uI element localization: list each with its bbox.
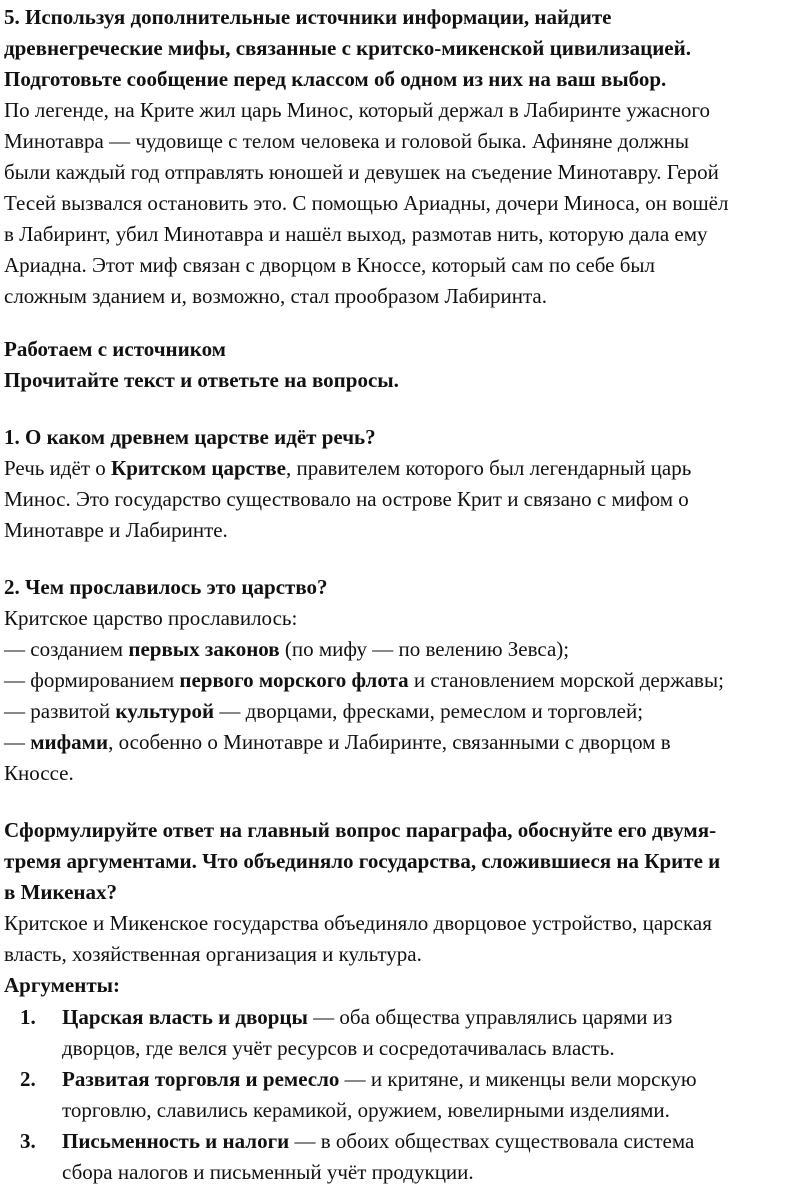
text-line (4, 877, 800, 908)
text: , особенно о Минотавре и Лабиринте, связанными с дворцом в (108, 730, 671, 754)
text: — и критяне, и микенцы вели морскую (339, 1067, 697, 1091)
text-line (4, 219, 800, 250)
bold-text: первого морского флота (179, 668, 409, 692)
argument-item (4, 1126, 800, 1188)
argument-number: 3. (20, 1129, 36, 1153)
text-line (4, 33, 800, 64)
text: сложным зданием и, возможно, стал прообразом Лабиринта. (4, 284, 547, 308)
text-line (4, 95, 800, 126)
text: Критское царство прославилось: (4, 606, 298, 630)
text-line (62, 1095, 800, 1126)
text-line (62, 1002, 800, 1033)
text-line (4, 126, 800, 157)
text-line (4, 422, 800, 453)
text: дворцов, где велся учёт ресурсов и сосредотачивалась власть. (62, 1036, 615, 1060)
bold-text: 5. Используя дополнительные источники информации, найдите (4, 5, 612, 29)
bold-text: Аргументы: (4, 973, 121, 997)
question-2 (4, 572, 800, 789)
text-line (62, 1126, 800, 1157)
bold-text: Царская власть и дворцы (62, 1005, 308, 1029)
bold-text: культурой (115, 699, 215, 723)
main-question (4, 815, 800, 1001)
bold-text: Развитая торговля и ремесло (62, 1067, 340, 1091)
text-line (4, 365, 800, 396)
bold-text: Подготовьте сообщение перед классом об одном из них на ваш выбор. (4, 67, 667, 91)
text: — (4, 730, 31, 754)
bold-text: 2. Чем прославилось это царство? (4, 575, 328, 599)
text: — дворцами, фресками, ремеслом и торговлей; (214, 699, 644, 723)
bold-text: Прочитайте текст и ответьте на вопросы. (4, 368, 399, 392)
argument-item (4, 1064, 800, 1126)
text: , правителем которого был легендарный царь (285, 456, 692, 480)
text: Ариадна. Этот миф связан с дворцом в Кноссе, который сам по себе был (4, 253, 655, 277)
question-1 (4, 422, 800, 546)
text: Минотавра — чудовище с телом человека и головой быка. Афиняне должны (4, 129, 690, 153)
argument-item (4, 1002, 800, 1064)
text: — оба общества управлялись царями из (307, 1005, 673, 1029)
text-line (62, 1064, 800, 1095)
text: — формированием (4, 668, 180, 692)
text: сбора налогов и письменный учёт продукции. (62, 1160, 474, 1184)
text-line (4, 572, 800, 603)
text: торговлю, славились керамикой, оружием, ювелирными изделиями. (62, 1098, 670, 1122)
text-line (4, 250, 800, 281)
bold-text: Письменность и налоги (62, 1129, 290, 1153)
text: Критское и Микенское государства объединяло дворцовое устройство, царская (4, 911, 712, 935)
bold-text: Сформулируйте ответ на главный вопрос параграфа, обоснуйте его двумя- (4, 818, 717, 842)
bold-text: мифами (30, 730, 109, 754)
text-line (4, 758, 800, 789)
text: Кноссе. (4, 761, 74, 785)
text-line (4, 939, 800, 970)
text: в Лабиринт, убил Минотавра и нашёл выход, размотав нить, которую дала ему (4, 222, 708, 246)
text-line (4, 515, 800, 546)
text-line (4, 281, 800, 312)
task-5 (4, 2, 800, 312)
text-line (4, 908, 800, 939)
text-line (4, 815, 800, 846)
text-line (4, 334, 800, 365)
text: были каждый год отправлять юношей и девушек на съедение Минотавру. Герой (4, 160, 719, 184)
text: Минотавре и Лабиринте. (4, 518, 228, 542)
bold-text: древнегреческие мифы, связанные с критско-микенской цивилизацией. (4, 36, 691, 60)
text: — развитой (4, 699, 116, 723)
text-line (4, 188, 800, 219)
text: власть, хозяйственная организация и культура. (4, 942, 422, 966)
text-line (4, 64, 800, 95)
text: и становлением морской державы; (408, 668, 724, 692)
text: Речь идёт о (4, 456, 112, 480)
text-line (4, 453, 800, 484)
bold-text: 1. О каком древнем царстве идёт речь? (4, 425, 376, 449)
argument-number: 2. (20, 1067, 36, 1091)
text-line (4, 846, 800, 877)
text: (по мифу — по велению Зевса); (279, 637, 570, 661)
bold-text: Критском царстве (111, 456, 286, 480)
text: Минос. Это государство существовало на острове Крит и связано с мифом о (4, 487, 689, 511)
arguments-list (4, 1002, 800, 1188)
text-line (4, 696, 800, 727)
text-line (4, 634, 800, 665)
text-line (4, 157, 800, 188)
text-line (4, 603, 800, 634)
text-line (4, 484, 800, 515)
bold-text: тремя аргументами. Что объединяло государства, сложившиеся на Крите и (4, 849, 721, 873)
text-line (62, 1033, 800, 1064)
text: Тесей вызвался остановить это. С помощью Ариадны, дочери Миноса, он вошёл (4, 191, 729, 215)
text-line (4, 970, 800, 1001)
bold-text: в Микенах? (4, 880, 118, 904)
argument-number: 1. (20, 1005, 36, 1029)
text: — созданием (4, 637, 129, 661)
text: По легенде, на Крите жил царь Минос, который держал в Лабиринте ужасного (4, 98, 710, 122)
bold-text: Работаем с источником (4, 337, 226, 361)
text-line (4, 727, 800, 758)
bold-text: первых законов (128, 637, 280, 661)
text-line (4, 2, 800, 33)
source-heading (4, 334, 800, 396)
text: — в обоих обществах существовала система (289, 1129, 695, 1153)
text-line (4, 665, 800, 696)
